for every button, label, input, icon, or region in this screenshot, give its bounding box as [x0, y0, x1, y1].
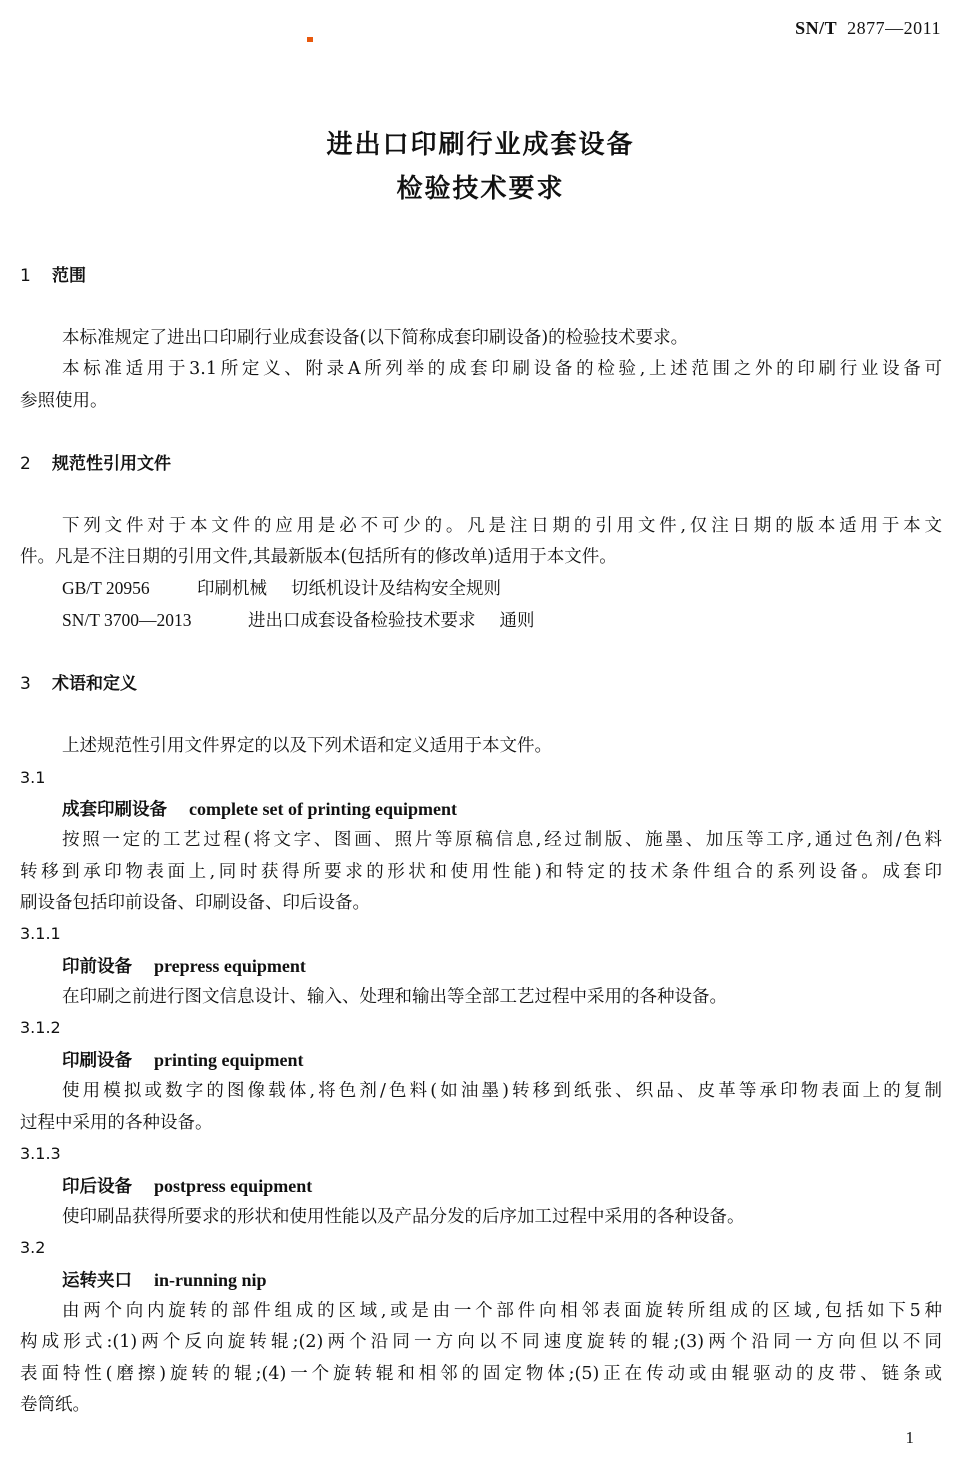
- clause-number: 3.1.1: [20, 924, 61, 943]
- document-title-line1: 进出口印刷行业成套设备: [326, 130, 635, 160]
- definition-text: 刷设备包括印前设备、印刷设备、印后设备。: [20, 893, 370, 913]
- reference-item: SN/T 3700—2013 进出口成套设备检验技术要求 通则: [62, 610, 535, 631]
- term-entry: 运转夹口 in-running nip: [62, 1270, 267, 1291]
- definition-text: 使用模拟或数字的图像载体,将色剂/色料(如油墨)转移到纸张、织品、皮革等承印物表面上的复制: [62, 1081, 942, 1101]
- document-code: SN/T 2877—2011: [795, 18, 941, 38]
- section-heading-terms: 3 术语和定义: [20, 674, 137, 694]
- reference-item: GB/T 20956 印刷机械 切纸机设计及结构安全规则: [62, 578, 501, 599]
- definition-text: 构成形式:(1)两个反向旋转辊;(2)两个沿同一方向以不同速度旋转的辊;(3)两个沿同一方向但以不同: [20, 1332, 942, 1352]
- paragraph: 本标准适用于3.1所定义、附录A所列举的成套印刷设备的检验,上述范围之外的印刷行业设备可: [62, 359, 942, 379]
- document-title-line2: 检验技术要求: [396, 174, 565, 204]
- definition-text: 由两个向内旋转的部件组成的区域,或是由一个部件向相邻表面旋转所组成的区域,包括如下5种: [62, 1301, 942, 1321]
- section-heading-scope: 1 范围: [20, 266, 86, 286]
- definition-text: 表面特性(磨擦)旋转的辊;(4)一个旋转辊和相邻的固定物体;(5)正在传动或由辊驱动的皮带、链条或: [20, 1364, 942, 1384]
- term-entry: 印刷设备 printing equipment: [62, 1050, 304, 1071]
- definition-text: 在印刷之前进行图文信息设计、输入、处理和输出等全部工艺过程中采用的各种设备。: [62, 987, 727, 1007]
- page-number: 1: [905, 1428, 914, 1447]
- definition-text: 转移到承印物表面上,同时获得所要求的形状和使用性能)和特定的技术条件组合的系列设备。成套印: [20, 862, 942, 882]
- clause-number: 3.2: [20, 1238, 46, 1257]
- paragraph: 件。凡是不注日期的引用文件,其最新版本(包括所有的修改单)适用于本文件。: [20, 547, 617, 567]
- paragraph: 下列文件对于本文件的应用是必不可少的。凡是注日期的引用文件,仅注日期的版本适用于本文: [62, 516, 942, 536]
- paragraph: 上述规范性引用文件界定的以及下列术语和定义适用于本文件。: [62, 736, 552, 756]
- definition-text: 过程中采用的各种设备。: [20, 1113, 213, 1133]
- term-entry: 印前设备 prepress equipment: [62, 956, 306, 977]
- clause-number: 3.1.3: [20, 1144, 61, 1163]
- section-heading-normative-references: 2 规范性引用文件: [20, 454, 171, 474]
- paragraph: 参照使用。: [20, 391, 108, 411]
- definition-text: 使印刷品获得所要求的形状和使用性能以及产品分发的后序加工过程中采用的各种设备。: [62, 1207, 745, 1227]
- definition-text: 按照一定的工艺过程(将文字、图画、照片等原稿信息,经过制版、施墨、加压等工序,通过色剂/色料: [62, 830, 942, 850]
- paragraph: 本标准规定了进出口印刷行业成套设备(以下简称成套印刷设备)的检验技术要求。: [62, 328, 689, 348]
- term-entry: 成套印刷设备 complete set of printing equipment: [62, 799, 457, 820]
- clause-number: 3.1: [20, 768, 46, 787]
- definition-text: 卷筒纸。: [20, 1395, 90, 1415]
- decorative-mark: [307, 37, 313, 42]
- term-entry: 印后设备 postpress equipment: [62, 1176, 313, 1197]
- clause-number: 3.1.2: [20, 1018, 61, 1037]
